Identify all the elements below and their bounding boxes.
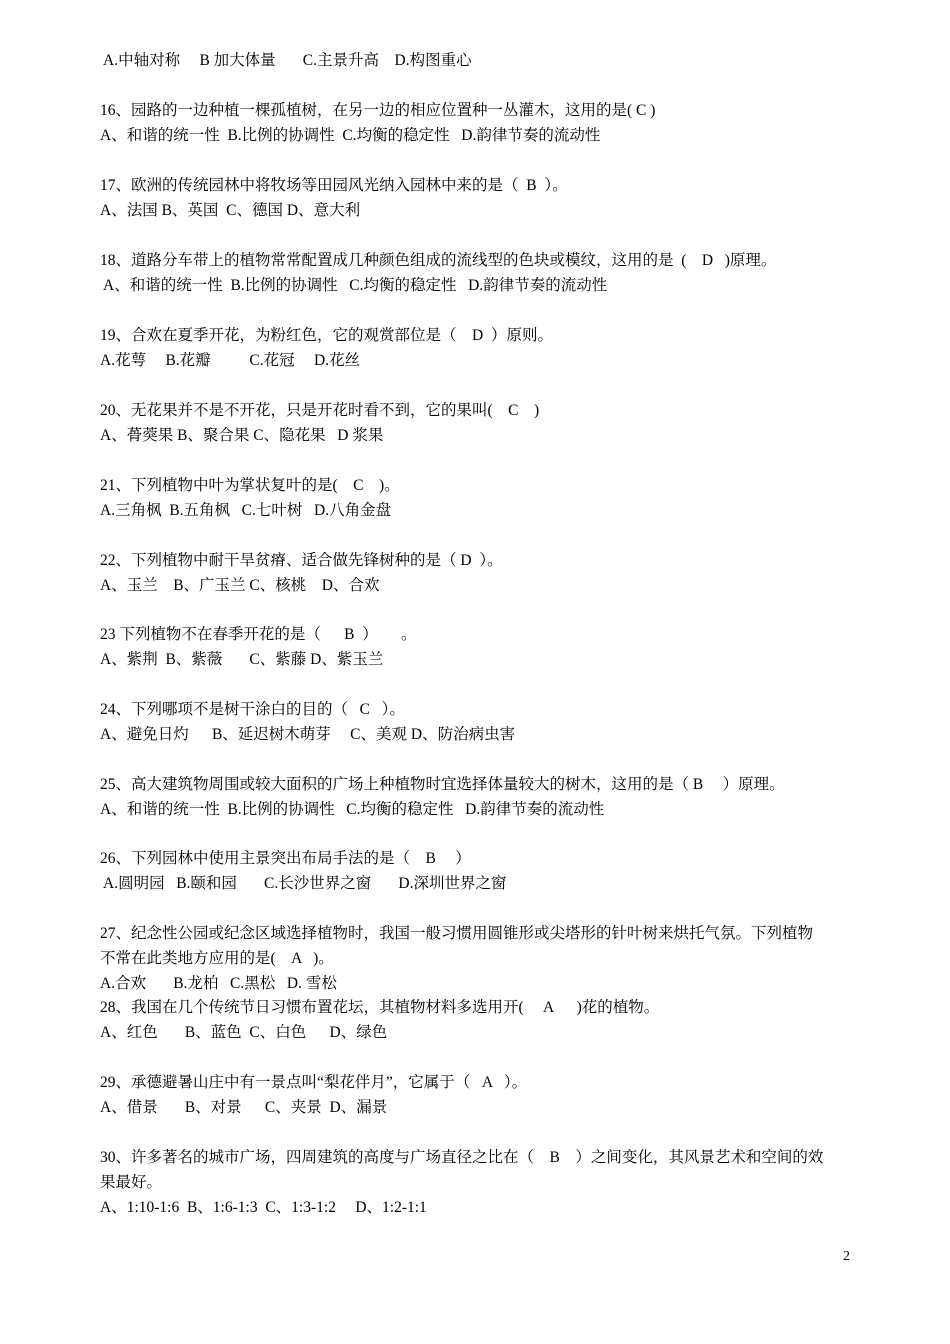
q27-options: A.合欢 B.龙柏 C.黑松 D. 雪松: [100, 975, 337, 992]
q29-options: A、借景 B、对景 C、夹景 D、漏景: [100, 1099, 388, 1116]
q22-options: A、玉兰 B、广玉兰 C、核桃 D、合欢: [100, 577, 380, 594]
q25-question: 25、高大建筑物周围或较大面积的广场上种植物时宜选择体量较大的树木，这用的是（ B ）原理。: [100, 776, 785, 793]
q20-options: A、蓇葖果 B、聚合果 C、隐花果 D 浆果: [100, 427, 384, 444]
q24-question: 24、下列哪项不是树干涂白的目的（ C ）。: [100, 701, 405, 718]
q19-options: A.花萼 B.花瓣 C.花冠 D.花丝: [100, 352, 361, 369]
q26-question: 26、下列园林中使用主景突出布局手法的是（ B ）: [100, 850, 471, 867]
q16-question: 16、园路的一边种植一棵孤植树，在另一边的相应位置种一丛灌木，这用的是( C ): [100, 102, 656, 119]
q25-options: A、和谐的统一性 B.比例的协调性 C.均衡的稳定性 D.韵律节奏的流动性: [100, 801, 605, 818]
q30-question: 30、许多著名的城市广场，四周建筑的高度与广场直径之比在（ B ）之间变化，其风景艺术和空间的效: [100, 1149, 824, 1166]
q20-question: 20、无花果并不是不开花，只是开花时看不到，它的果叫( C ): [100, 402, 540, 419]
q22-question: 22、下列植物中耐干旱贫瘠、适合做先锋树种的是（ D ）。: [100, 552, 503, 569]
q30-options: A、1:10-1:6 B、1:6-1:3 C、1:3-1:2 D、1:2-1:1: [100, 1199, 427, 1216]
q29-question: 29、承德避暑山庄中有一景点叫“梨花伴月”，它属于（ A ）。: [100, 1074, 528, 1091]
q15-options: A.中轴对称 B 加大体量 C.主景升高 D.构图重心: [100, 52, 472, 69]
q24-options: A、避免日灼 B、延迟树木萌芽 C、美观 D、防治病虫害: [100, 726, 516, 743]
q17-options: A、法国 B、英国 C、德国 D、意大利: [100, 202, 361, 219]
q28-options: A、红色 B、蓝色 C、白色 D、绿色: [100, 1024, 388, 1041]
q21-question: 21、下列植物中叶为掌状复叶的是( C )。: [100, 477, 400, 494]
page-number: 2: [843, 1249, 850, 1264]
q27-question-cont: 不常在此类地方应用的是( A )。: [100, 950, 334, 967]
q18-question: 18、道路分车带上的植物常常配置成几种颜色组成的流线型的色块或模纹，这用的是 ( D )原理。: [100, 252, 777, 269]
q17-question: 17、欧洲的传统园林中将牧场等田园风光纳入园林中来的是（ B ）。: [100, 177, 568, 194]
q28-question: 28、我国在几个传统节日习惯布置花坛，其植物材料多选用开( A )花的植物。: [100, 999, 660, 1016]
q18-options: A、和谐的统一性 B.比例的协调性 C.均衡的稳定性 D.韵律节奏的流动性: [100, 277, 608, 294]
q19-question: 19、合欢在夏季开花，为粉红色，它的观赏部位是（ D ）原则。: [100, 327, 553, 344]
q16-options: A、和谐的统一性 B.比例的协调性 C.均衡的稳定性 D.韵律节奏的流动性: [100, 127, 601, 144]
q21-options: A.三角枫 B.五角枫 C.七叶树 D.八角金盘: [100, 502, 392, 519]
q23-options: A、紫荆 B、紫薇 C、紫藤 D、紫玉兰: [100, 651, 384, 668]
q27-question: 27、纪念性公园或纪念区域选择植物时，我国一般习惯用圆锥形或尖塔形的针叶树来烘托气氛。下列植物: [100, 925, 814, 942]
q26-options: A.圆明园 B.颐和园 C.长沙世界之窗 D.深圳世界之窗: [100, 875, 507, 892]
q30-question-cont: 果最好。: [100, 1174, 163, 1191]
q23-question: 23 下列植物不在春季开花的是（ B ） 。: [100, 626, 417, 643]
